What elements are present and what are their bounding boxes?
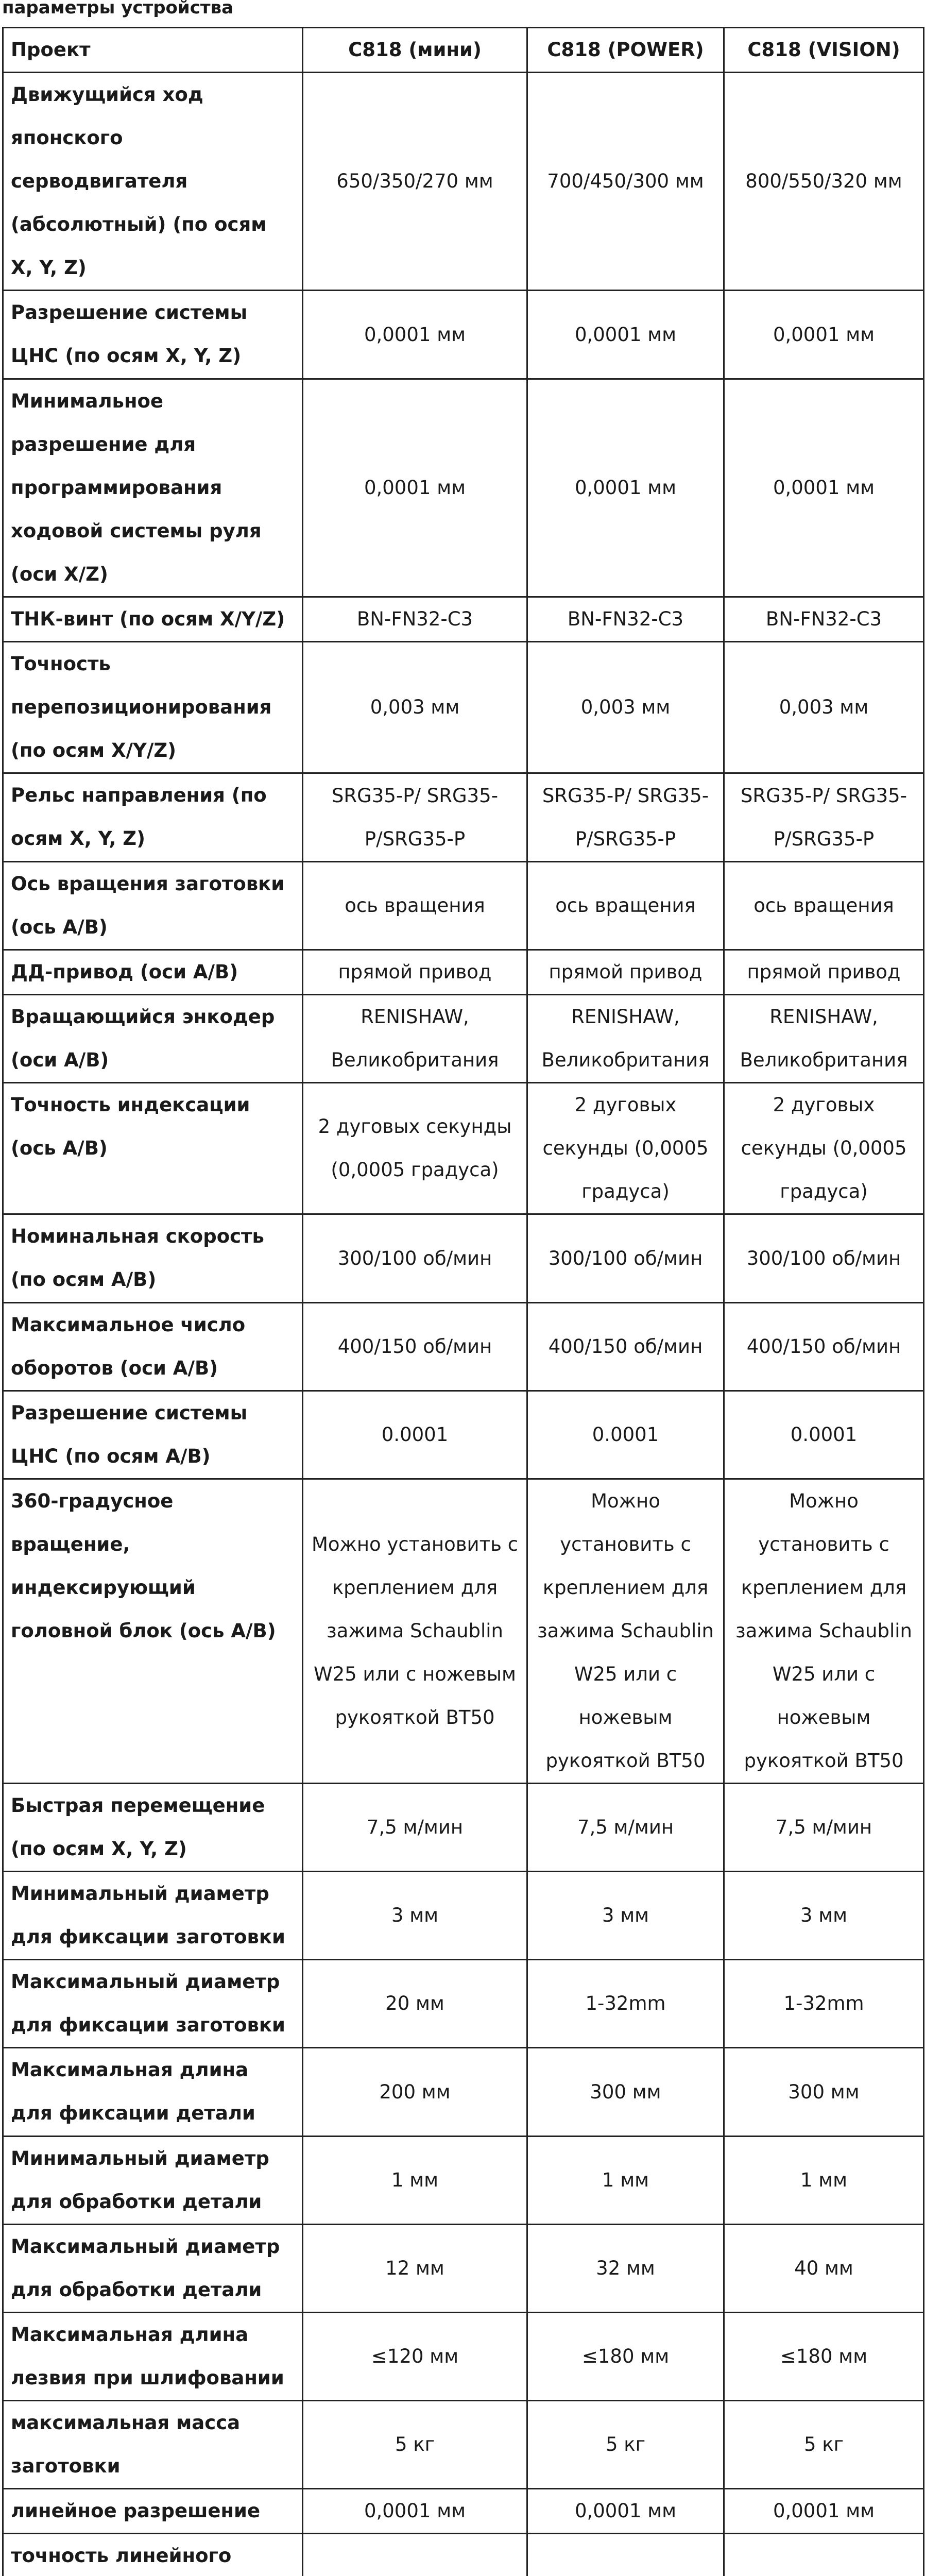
table-row	[3, 1479, 924, 1784]
value-cell-power: SRG35-P/ SRG35-P/SRG35-P	[527, 773, 724, 862]
param-cell: ДД-привод (оси A/B)	[3, 950, 303, 995]
table-row	[3, 950, 924, 995]
value-cell-mini: 20 мм	[303, 1960, 527, 2048]
table-row	[3, 291, 924, 379]
value-cell-power: ≤180 мм	[527, 2313, 724, 2401]
table-body	[3, 73, 924, 2576]
param-cell: максимальная масса заготовки	[3, 2401, 303, 2489]
table-row	[3, 2137, 924, 2225]
value-cell-vision: 800/550/320 мм	[724, 73, 924, 291]
table-row	[3, 2534, 924, 2576]
value-cell-power: 0,0001 мм	[527, 379, 724, 597]
param-cell: Минимальный диаметр для обработки детали	[3, 2137, 303, 2225]
value-cell-power: 3 мм	[527, 1872, 724, 1960]
value-cell-power: 2 дуговых секунды (0,0005 градуса)	[527, 1083, 724, 1214]
column-header-project: Проект	[3, 28, 303, 73]
param-cell: Точность индексации (ось A/B)	[3, 1083, 303, 1214]
value-cell-vision: 0.0001	[724, 1391, 924, 1479]
table-row	[3, 1784, 924, 1872]
param-cell: Максимальное число оборотов (оси A/B)	[3, 1303, 303, 1391]
column-header-c818-power: C818 (POWER)	[527, 28, 724, 73]
value-cell-vision: 400/150 об/мин	[724, 1303, 924, 1391]
param-cell: Ось вращения заготовки (ось A/B)	[3, 862, 303, 950]
value-cell-mini: 1 мм	[303, 2137, 527, 2225]
value-cell-vision: 300 мм	[724, 2048, 924, 2137]
value-cell-mini: 0,0001 мм	[303, 291, 527, 379]
column-header-c818-mini: C818 (мини)	[303, 28, 527, 73]
value-cell-vision: Можно установить с креплением для зажима Schaublin W25 или с ножевым рукояткой BT50	[724, 1479, 924, 1784]
value-cell-power: 5 кг	[527, 2401, 724, 2489]
param-cell: Рельс направления (по осям X, Y, Z)	[3, 773, 303, 862]
value-cell-mini: 7,5 м/мин	[303, 1784, 527, 1872]
table-row	[3, 862, 924, 950]
value-cell-power	[527, 2534, 724, 2576]
value-cell-power: ось вращения	[527, 862, 724, 950]
table-header-row	[3, 28, 924, 73]
value-cell-power: 32 мм	[527, 2225, 724, 2313]
param-cell: 360-градусное вращение, индексирующий головной блок (ось A/B)	[3, 1479, 303, 1784]
param-cell: Максимальный диаметр для фиксации заготовки	[3, 1960, 303, 2048]
table-row	[3, 2225, 924, 2313]
value-cell-vision: 1 мм	[724, 2137, 924, 2225]
value-cell-mini: 650/350/270 мм	[303, 73, 527, 291]
value-cell-vision: 40 мм	[724, 2225, 924, 2313]
value-cell-mini: 0,003 мм	[303, 642, 527, 773]
spec-table	[2, 27, 924, 2576]
param-cell: Разрешение системы ЦНС (по осям A/B)	[3, 1391, 303, 1479]
value-cell-vision: 0,0001 мм	[724, 291, 924, 379]
column-header-c818-vision: C818 (VISION)	[724, 28, 924, 73]
table-row	[3, 773, 924, 862]
param-cell: ТНК-винт (по осям X/Y/Z)	[3, 597, 303, 642]
table-row	[3, 2313, 924, 2401]
param-cell: Разрешение системы ЦНС (по осям X, Y, Z)	[3, 291, 303, 379]
value-cell-mini: ось вращения	[303, 862, 527, 950]
table-row	[3, 1214, 924, 1303]
value-cell-vision: ось вращения	[724, 862, 924, 950]
value-cell-vision: 5 кг	[724, 2401, 924, 2489]
param-cell: Максимальная длина для фиксации детали	[3, 2048, 303, 2137]
param-cell: Минимальный диаметр для фиксации заготовки	[3, 1872, 303, 1960]
param-cell: точность линейного	[3, 2534, 303, 2576]
value-cell-power: 0.0001	[527, 1391, 724, 1479]
value-cell-vision: RENISHAW, Великобритания	[724, 995, 924, 1083]
param-cell: линейное разрешение	[3, 2489, 303, 2534]
value-cell-vision: 7,5 м/мин	[724, 1784, 924, 1872]
value-cell-power: RENISHAW, Великобритания	[527, 995, 724, 1083]
value-cell-power: 0,0001 мм	[527, 291, 724, 379]
value-cell-power: 0,0001 мм	[527, 2489, 724, 2534]
table-row	[3, 1872, 924, 1960]
value-cell-mini: BN-FN32-C3	[303, 597, 527, 642]
param-cell: Минимальное разрешение для программирования ходовой системы руля (оси X/Z)	[3, 379, 303, 597]
value-cell-power: 300/100 об/мин	[527, 1214, 724, 1303]
value-cell-vision: 2 дуговых секунды (0,0005 градуса)	[724, 1083, 924, 1214]
value-cell-mini: 300/100 об/мин	[303, 1214, 527, 1303]
param-cell: Быстрая перемещение (по осям X, Y, Z)	[3, 1784, 303, 1872]
value-cell-mini: 0.0001	[303, 1391, 527, 1479]
value-cell-vision: ≤180 мм	[724, 2313, 924, 2401]
value-cell-mini: 0,0001 мм	[303, 2489, 527, 2534]
value-cell-mini: RENISHAW, Великобритания	[303, 995, 527, 1083]
value-cell-mini: 2 дуговых секунды (0,0005 градуса)	[303, 1083, 527, 1214]
value-cell-vision: 0,0001 мм	[724, 379, 924, 597]
table-row	[3, 1960, 924, 2048]
value-cell-power: прямой привод	[527, 950, 724, 995]
param-cell: Максимальный диаметр для обработки детали	[3, 2225, 303, 2313]
table-row	[3, 1391, 924, 1479]
table-row	[3, 379, 924, 597]
value-cell-vision: 3 мм	[724, 1872, 924, 1960]
table-row	[3, 2489, 924, 2534]
param-cell: Движущийся ход японского серводвигателя (абсолютный) (по осям X, Y, Z)	[3, 73, 303, 291]
param-cell: Номинальная скорость (по осям A/B)	[3, 1214, 303, 1303]
value-cell-mini: SRG35-P/ SRG35-P/SRG35-P	[303, 773, 527, 862]
value-cell-mini: Можно установить с креплением для зажима Schaublin W25 или с ножевым рукояткой BT50	[303, 1479, 527, 1784]
table-row	[3, 1303, 924, 1391]
value-cell-mini: 0,0001 мм	[303, 379, 527, 597]
value-cell-power: 7,5 м/мин	[527, 1784, 724, 1872]
value-cell-mini: 400/150 об/мин	[303, 1303, 527, 1391]
value-cell-vision: 1-32mm	[724, 1960, 924, 2048]
table-row	[3, 995, 924, 1083]
value-cell-mini: прямой привод	[303, 950, 527, 995]
value-cell-power: BN-FN32-C3	[527, 597, 724, 642]
param-cell: Вращающийся энкодер (оси A/B)	[3, 995, 303, 1083]
value-cell-mini: 5 кг	[303, 2401, 527, 2489]
value-cell-power: 1 мм	[527, 2137, 724, 2225]
value-cell-mini: ≤120 мм	[303, 2313, 527, 2401]
page-heading: параметры устройства	[2, 0, 234, 18]
table-row	[3, 1083, 924, 1214]
value-cell-vision: BN-FN32-C3	[724, 597, 924, 642]
value-cell-vision: прямой привод	[724, 950, 924, 995]
param-cell: Максимальная длина лезвия при шлифовании	[3, 2313, 303, 2401]
table-row	[3, 2048, 924, 2137]
value-cell-vision	[724, 2534, 924, 2576]
value-cell-power: 400/150 об/мин	[527, 1303, 724, 1391]
table-row	[3, 597, 924, 642]
value-cell-mini	[303, 2534, 527, 2576]
value-cell-vision: SRG35-P/ SRG35-P/SRG35-P	[724, 773, 924, 862]
value-cell-power: 300 мм	[527, 2048, 724, 2137]
value-cell-power: 700/450/300 мм	[527, 73, 724, 291]
value-cell-vision: 300/100 об/мин	[724, 1214, 924, 1303]
value-cell-power: Можно установить с креплением для зажима Schaublin W25 или с ножевым рукояткой BT50	[527, 1479, 724, 1784]
table-row	[3, 2401, 924, 2489]
table-row	[3, 642, 924, 773]
value-cell-vision: 0,003 мм	[724, 642, 924, 773]
table-row	[3, 73, 924, 291]
value-cell-vision: 0,0001 мм	[724, 2489, 924, 2534]
value-cell-mini: 3 мм	[303, 1872, 527, 1960]
value-cell-mini: 200 мм	[303, 2048, 527, 2137]
value-cell-mini: 12 мм	[303, 2225, 527, 2313]
value-cell-power: 1-32mm	[527, 1960, 724, 2048]
param-cell: Точность перепозиционирования (по осям X/Y/Z)	[3, 642, 303, 773]
value-cell-power: 0,003 мм	[527, 642, 724, 773]
